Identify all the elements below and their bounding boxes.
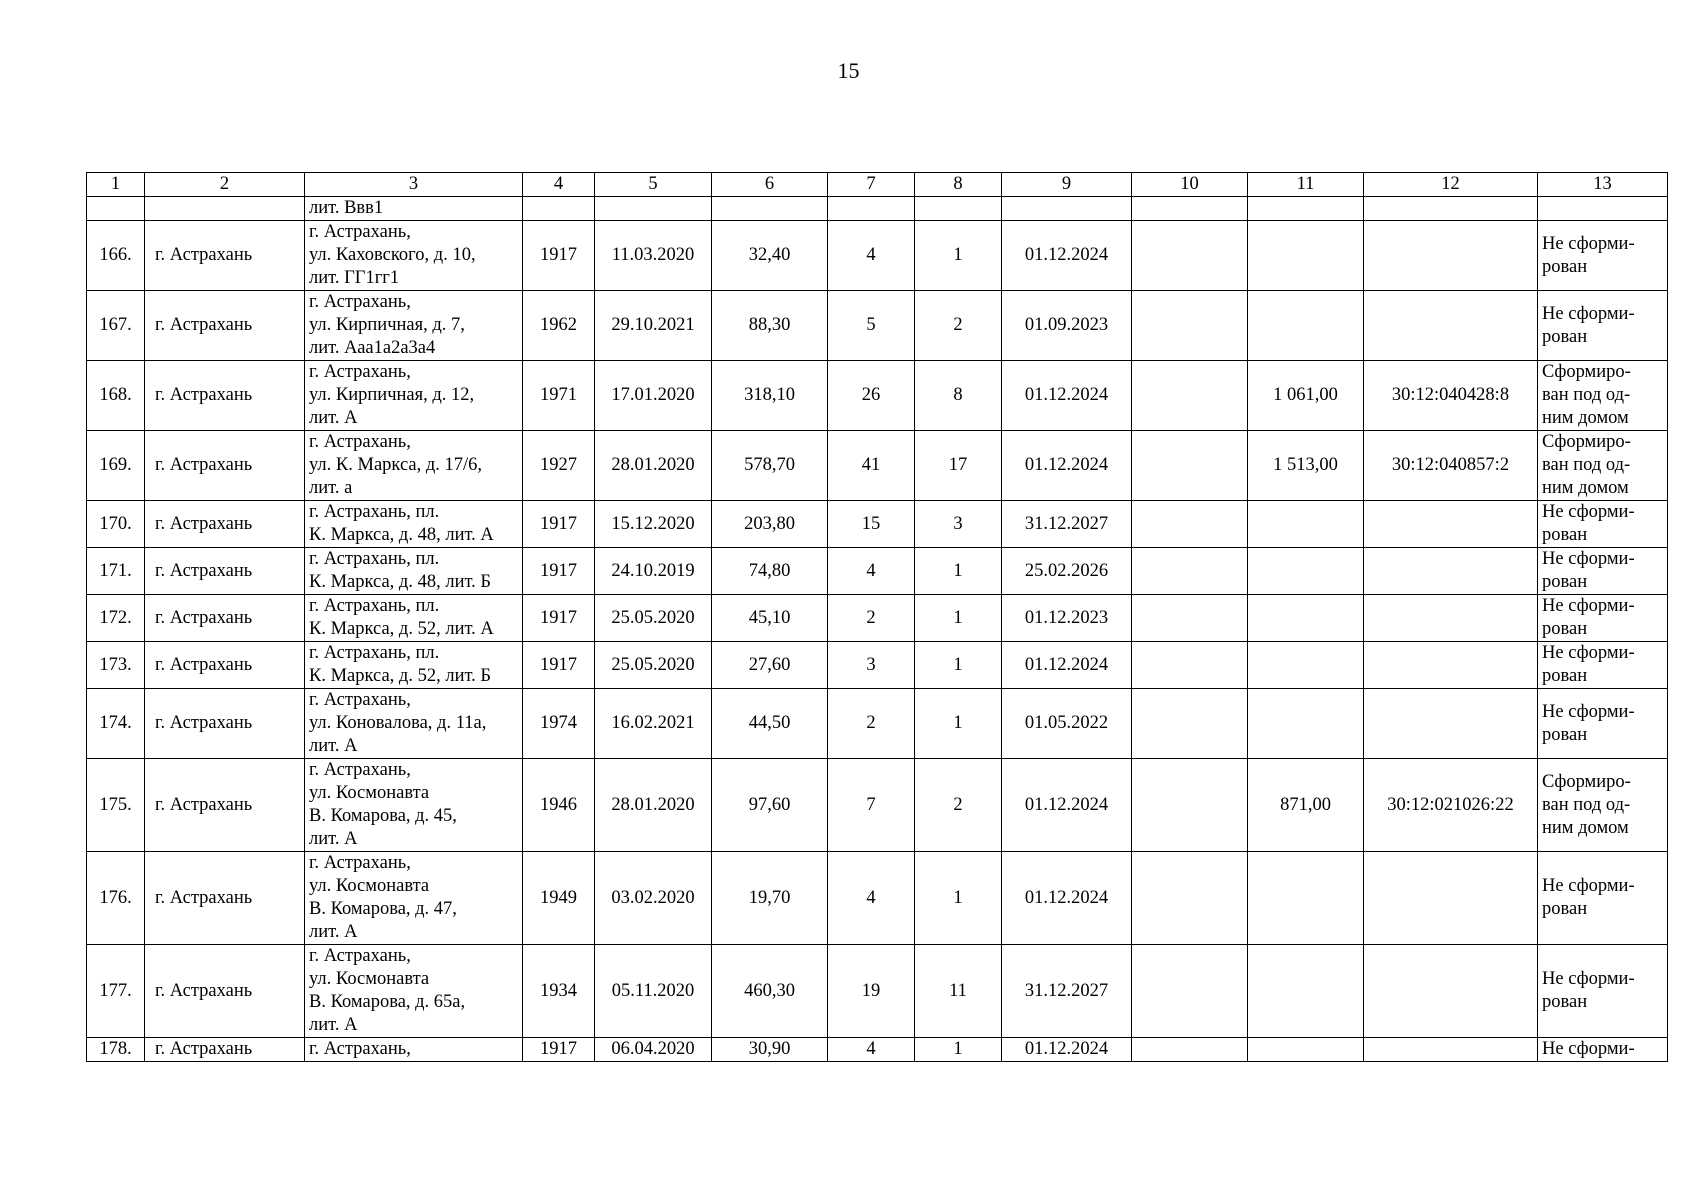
col10-cell bbox=[1132, 361, 1248, 431]
column-number: 11 bbox=[1248, 173, 1364, 197]
address-cell: г. Астрахань, ул. Космонавта В. Комарова, д. 45, лит. А bbox=[305, 759, 523, 852]
col10-cell bbox=[1132, 501, 1248, 548]
col7-cell: 4 bbox=[828, 548, 915, 595]
col7-cell: 4 bbox=[828, 1038, 915, 1062]
table-row bbox=[87, 642, 1668, 689]
row-number: 178. bbox=[87, 1038, 145, 1062]
planned-date-cell: 01.12.2023 bbox=[1002, 595, 1132, 642]
land-area-cell bbox=[1248, 689, 1364, 759]
area-cell: 460,30 bbox=[712, 945, 828, 1038]
table-row bbox=[87, 852, 1668, 945]
col8-cell: 2 bbox=[915, 759, 1002, 852]
col8-cell: 1 bbox=[915, 548, 1002, 595]
year-cell: 1946 bbox=[523, 759, 595, 852]
table-row bbox=[87, 595, 1668, 642]
col8-cell: 1 bbox=[915, 852, 1002, 945]
column-number: 13 bbox=[1538, 173, 1668, 197]
land-area-cell bbox=[1248, 501, 1364, 548]
land-area-cell bbox=[1248, 221, 1364, 291]
column-number: 1 bbox=[87, 173, 145, 197]
year-cell: 1917 bbox=[523, 548, 595, 595]
col10-cell bbox=[1132, 595, 1248, 642]
land-area-cell: 1 513,00 bbox=[1248, 431, 1364, 501]
column-number: 10 bbox=[1132, 173, 1248, 197]
col7-cell: 4 bbox=[828, 852, 915, 945]
year-cell: 1917 bbox=[523, 221, 595, 291]
table-row bbox=[87, 221, 1668, 291]
cadastral-number-cell bbox=[1364, 852, 1538, 945]
address-cell: г. Астрахань, ул. Коновалова, д. 11а, лит. А bbox=[305, 689, 523, 759]
col7-cell: 15 bbox=[828, 501, 915, 548]
year-cell bbox=[523, 197, 595, 221]
planned-date-cell: 31.12.2027 bbox=[1002, 945, 1132, 1038]
land-area-cell bbox=[1248, 642, 1364, 689]
row-number: 167. bbox=[87, 291, 145, 361]
column-number: 8 bbox=[915, 173, 1002, 197]
col10-cell bbox=[1132, 642, 1248, 689]
area-cell: 88,30 bbox=[712, 291, 828, 361]
year-cell: 1917 bbox=[523, 595, 595, 642]
land-area-cell bbox=[1248, 852, 1364, 945]
area-cell: 32,40 bbox=[712, 221, 828, 291]
table-row bbox=[87, 431, 1668, 501]
address-cell: г. Астрахань, ул. Космонавта В. Комарова, д. 65а, лит. А bbox=[305, 945, 523, 1038]
table-row bbox=[87, 759, 1668, 852]
area-cell: 318,10 bbox=[712, 361, 828, 431]
col10-cell bbox=[1132, 852, 1248, 945]
land-status-cell: Не сформи- рован bbox=[1538, 221, 1668, 291]
col8-cell bbox=[915, 197, 1002, 221]
city-cell: г. Астрахань bbox=[145, 431, 305, 501]
address-cell: г. Астрахань, пл. К. Маркса, д. 52, лит. А bbox=[305, 595, 523, 642]
table-row bbox=[87, 291, 1668, 361]
table-row bbox=[87, 689, 1668, 759]
year-cell: 1917 bbox=[523, 1038, 595, 1062]
city-cell: г. Астрахань bbox=[145, 361, 305, 431]
cadastral-number-cell bbox=[1364, 1038, 1538, 1062]
col7-cell: 2 bbox=[828, 595, 915, 642]
row-number: 173. bbox=[87, 642, 145, 689]
land-status-cell: Сформиро- ван под од- ним домом bbox=[1538, 361, 1668, 431]
planned-date-cell: 01.12.2024 bbox=[1002, 361, 1132, 431]
land-status-cell: Не сформи- рован bbox=[1538, 852, 1668, 945]
row-number: 168. bbox=[87, 361, 145, 431]
col8-cell: 1 bbox=[915, 642, 1002, 689]
row-number: 176. bbox=[87, 852, 145, 945]
row-number: 174. bbox=[87, 689, 145, 759]
planned-date-cell: 01.12.2024 bbox=[1002, 431, 1132, 501]
row-number bbox=[87, 197, 145, 221]
column-number: 4 bbox=[523, 173, 595, 197]
col8-cell: 2 bbox=[915, 291, 1002, 361]
land-status-cell: Не сформи- bbox=[1538, 1038, 1668, 1062]
planned-date-cell: 01.12.2024 bbox=[1002, 642, 1132, 689]
planned-date-cell: 01.12.2024 bbox=[1002, 221, 1132, 291]
cadastral-number-cell: 30:12:040857:2 bbox=[1364, 431, 1538, 501]
col8-cell: 1 bbox=[915, 221, 1002, 291]
cadastral-number-cell bbox=[1364, 291, 1538, 361]
cadastral-number-cell bbox=[1364, 595, 1538, 642]
year-cell: 1917 bbox=[523, 501, 595, 548]
city-cell: г. Астрахань bbox=[145, 221, 305, 291]
land-status-cell: Сформиро- ван под од- ним домом bbox=[1538, 431, 1668, 501]
land-status-cell: Не сформи- рован bbox=[1538, 548, 1668, 595]
year-cell: 1971 bbox=[523, 361, 595, 431]
area-cell: 30,90 bbox=[712, 1038, 828, 1062]
land-area-cell bbox=[1248, 1038, 1364, 1062]
land-area-cell: 871,00 bbox=[1248, 759, 1364, 852]
inspection-date-cell: 11.03.2020 bbox=[595, 221, 712, 291]
land-status-cell: Не сформи- рован bbox=[1538, 689, 1668, 759]
column-number: 9 bbox=[1002, 173, 1132, 197]
column-number-row bbox=[87, 173, 1668, 197]
col8-cell: 8 bbox=[915, 361, 1002, 431]
inspection-date-cell: 05.11.2020 bbox=[595, 945, 712, 1038]
col7-cell: 7 bbox=[828, 759, 915, 852]
col7-cell: 3 bbox=[828, 642, 915, 689]
city-cell: г. Астрахань bbox=[145, 1038, 305, 1062]
land-area-cell: 1 061,00 bbox=[1248, 361, 1364, 431]
land-status-cell: Не сформи- рован bbox=[1538, 595, 1668, 642]
address-cell: г. Астрахань, ул. Космонавта В. Комарова, д. 47, лит. А bbox=[305, 852, 523, 945]
address-cell: г. Астрахань, пл. К. Маркса, д. 48, лит. А bbox=[305, 501, 523, 548]
area-cell bbox=[712, 197, 828, 221]
area-cell: 19,70 bbox=[712, 852, 828, 945]
col7-cell bbox=[828, 197, 915, 221]
city-cell bbox=[145, 197, 305, 221]
inspection-date-cell: 03.02.2020 bbox=[595, 852, 712, 945]
col10-cell bbox=[1132, 197, 1248, 221]
land-area-cell bbox=[1248, 945, 1364, 1038]
year-cell: 1974 bbox=[523, 689, 595, 759]
row-number: 175. bbox=[87, 759, 145, 852]
land-status-cell bbox=[1538, 197, 1668, 221]
address-cell: г. Астрахань, bbox=[305, 1038, 523, 1062]
address-cell: г. Астрахань, пл. К. Маркса, д. 52, лит. Б bbox=[305, 642, 523, 689]
row-number: 170. bbox=[87, 501, 145, 548]
col10-cell bbox=[1132, 291, 1248, 361]
cadastral-number-cell bbox=[1364, 642, 1538, 689]
planned-date-cell: 01.12.2024 bbox=[1002, 1038, 1132, 1062]
table-row bbox=[87, 197, 1668, 221]
col8-cell: 17 bbox=[915, 431, 1002, 501]
cadastral-number-cell bbox=[1364, 689, 1538, 759]
area-cell: 27,60 bbox=[712, 642, 828, 689]
column-number: 5 bbox=[595, 173, 712, 197]
land-area-cell bbox=[1248, 548, 1364, 595]
col10-cell bbox=[1132, 431, 1248, 501]
cadastral-number-cell bbox=[1364, 221, 1538, 291]
year-cell: 1927 bbox=[523, 431, 595, 501]
land-status-cell: Не сформи- рован bbox=[1538, 291, 1668, 361]
col10-cell bbox=[1132, 548, 1248, 595]
col7-cell: 4 bbox=[828, 221, 915, 291]
planned-date-cell: 01.12.2024 bbox=[1002, 852, 1132, 945]
planned-date-cell: 01.12.2024 bbox=[1002, 759, 1132, 852]
col7-cell: 26 bbox=[828, 361, 915, 431]
cadastral-number-cell: 30:12:040428:8 bbox=[1364, 361, 1538, 431]
inspection-date-cell: 06.04.2020 bbox=[595, 1038, 712, 1062]
table-row bbox=[87, 945, 1668, 1038]
col8-cell: 1 bbox=[915, 595, 1002, 642]
planned-date-cell bbox=[1002, 197, 1132, 221]
col8-cell: 1 bbox=[915, 689, 1002, 759]
land-area-cell bbox=[1248, 291, 1364, 361]
cadastral-number-cell bbox=[1364, 548, 1538, 595]
row-number: 177. bbox=[87, 945, 145, 1038]
housing-registry-table bbox=[86, 172, 1668, 1062]
row-number: 169. bbox=[87, 431, 145, 501]
col7-cell: 2 bbox=[828, 689, 915, 759]
city-cell: г. Астрахань bbox=[145, 945, 305, 1038]
cadastral-number-cell bbox=[1364, 945, 1538, 1038]
inspection-date-cell: 16.02.2021 bbox=[595, 689, 712, 759]
area-cell: 74,80 bbox=[712, 548, 828, 595]
inspection-date-cell: 25.05.2020 bbox=[595, 642, 712, 689]
address-cell: г. Астрахань, ул. Кирпичная, д. 7, лит. Ааа1а2а3а4 bbox=[305, 291, 523, 361]
planned-date-cell: 01.09.2023 bbox=[1002, 291, 1132, 361]
inspection-date-cell: 28.01.2020 bbox=[595, 759, 712, 852]
row-number: 172. bbox=[87, 595, 145, 642]
land-status-cell: Не сформи- рован bbox=[1538, 501, 1668, 548]
planned-date-cell: 01.05.2022 bbox=[1002, 689, 1132, 759]
city-cell: г. Астрахань bbox=[145, 852, 305, 945]
planned-date-cell: 25.02.2026 bbox=[1002, 548, 1132, 595]
city-cell: г. Астрахань bbox=[145, 642, 305, 689]
area-cell: 44,50 bbox=[712, 689, 828, 759]
city-cell: г. Астрахань bbox=[145, 759, 305, 852]
area-cell: 578,70 bbox=[712, 431, 828, 501]
city-cell: г. Астрахань bbox=[145, 595, 305, 642]
land-status-cell: Не сформи- рован bbox=[1538, 642, 1668, 689]
table-row bbox=[87, 361, 1668, 431]
col8-cell: 1 bbox=[915, 1038, 1002, 1062]
cadastral-number-cell bbox=[1364, 501, 1538, 548]
inspection-date-cell: 28.01.2020 bbox=[595, 431, 712, 501]
area-cell: 45,10 bbox=[712, 595, 828, 642]
col10-cell bbox=[1132, 689, 1248, 759]
city-cell: г. Астрахань bbox=[145, 689, 305, 759]
land-area-cell bbox=[1248, 595, 1364, 642]
address-cell: г. Астрахань, ул. Каховского, д. 10, лит. ГГ1гг1 bbox=[305, 221, 523, 291]
column-number: 2 bbox=[145, 173, 305, 197]
year-cell: 1934 bbox=[523, 945, 595, 1038]
year-cell: 1962 bbox=[523, 291, 595, 361]
column-number: 7 bbox=[828, 173, 915, 197]
inspection-date-cell: 15.12.2020 bbox=[595, 501, 712, 548]
cadastral-number-cell bbox=[1364, 197, 1538, 221]
col7-cell: 5 bbox=[828, 291, 915, 361]
column-number: 12 bbox=[1364, 173, 1538, 197]
city-cell: г. Астрахань bbox=[145, 548, 305, 595]
inspection-date-cell: 24.10.2019 bbox=[595, 548, 712, 595]
cadastral-number-cell: 30:12:021026:22 bbox=[1364, 759, 1538, 852]
area-cell: 203,80 bbox=[712, 501, 828, 548]
year-cell: 1949 bbox=[523, 852, 595, 945]
land-status-cell: Не сформи- рован bbox=[1538, 945, 1668, 1038]
inspection-date-cell bbox=[595, 197, 712, 221]
table-row bbox=[87, 548, 1668, 595]
col10-cell bbox=[1132, 1038, 1248, 1062]
col7-cell: 19 bbox=[828, 945, 915, 1038]
address-cell: г. Астрахань, пл. К. Маркса, д. 48, лит. Б bbox=[305, 548, 523, 595]
page-number: 15 bbox=[837, 58, 860, 83]
col10-cell bbox=[1132, 945, 1248, 1038]
inspection-date-cell: 25.05.2020 bbox=[595, 595, 712, 642]
column-number: 3 bbox=[305, 173, 523, 197]
table-row bbox=[87, 1038, 1668, 1062]
inspection-date-cell: 29.10.2021 bbox=[595, 291, 712, 361]
col8-cell: 3 bbox=[915, 501, 1002, 548]
land-status-cell: Сформиро- ван под од- ним домом bbox=[1538, 759, 1668, 852]
row-number: 166. bbox=[87, 221, 145, 291]
address-cell: лит. Ввв1 bbox=[305, 197, 523, 221]
table-body bbox=[87, 173, 1668, 1062]
col8-cell: 11 bbox=[915, 945, 1002, 1038]
city-cell: г. Астрахань bbox=[145, 501, 305, 548]
col7-cell: 41 bbox=[828, 431, 915, 501]
col10-cell bbox=[1132, 759, 1248, 852]
city-cell: г. Астрахань bbox=[145, 291, 305, 361]
table-row bbox=[87, 501, 1668, 548]
area-cell: 97,60 bbox=[712, 759, 828, 852]
planned-date-cell: 31.12.2027 bbox=[1002, 501, 1132, 548]
column-number: 6 bbox=[712, 173, 828, 197]
year-cell: 1917 bbox=[523, 642, 595, 689]
address-cell: г. Астрахань, ул. К. Маркса, д. 17/6, лит. а bbox=[305, 431, 523, 501]
row-number: 171. bbox=[87, 548, 145, 595]
land-area-cell bbox=[1248, 197, 1364, 221]
col10-cell bbox=[1132, 221, 1248, 291]
inspection-date-cell: 17.01.2020 bbox=[595, 361, 712, 431]
address-cell: г. Астрахань, ул. Кирпичная, д. 12, лит. А bbox=[305, 361, 523, 431]
